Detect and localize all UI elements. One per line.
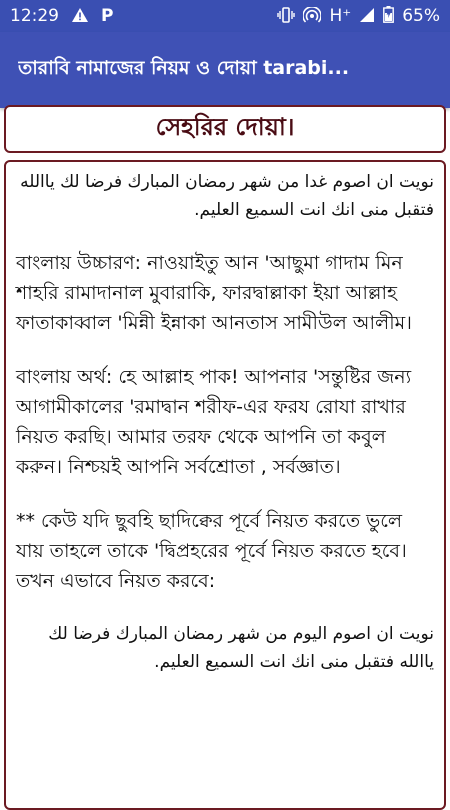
battery-percent: 65%	[402, 6, 440, 26]
paragraph-spacer	[16, 596, 434, 620]
warning-icon	[71, 7, 89, 26]
arabic-niyyah-text: نويت ان اصوم غدا من شهر رمضان المبارك فرضا لك ياالله فتقبل منى انك انت السميع العليم.	[20, 172, 434, 220]
battery-icon	[383, 6, 394, 26]
paragraph-spacer	[16, 338, 434, 362]
paragraph-spacer	[16, 482, 434, 506]
note-text: ** কেউ যদি ছুবহি ছাদিক্বের পূর্বে নিয়ত করতে ভুলে যায় তাহলে তাকে 'দ্বিপ্রহরের পূর্বে নিয়ত করতে হবে। তখন এভাবে নিয়ত করবে:	[16, 510, 407, 592]
section-header	[4, 105, 446, 153]
status-left-group	[10, 6, 113, 26]
vibrate-icon	[277, 7, 295, 26]
paragraph-spacer	[16, 224, 434, 248]
hotspot-icon	[303, 7, 321, 26]
content-panel[interactable]	[4, 160, 446, 810]
section-title: সেহরির দোয়া।	[155, 113, 295, 141]
signal-icon	[359, 7, 375, 26]
status-bar	[0, 0, 450, 32]
app-title: তারাবি নামাজের নিয়ম ও দোয়া tarabi...	[18, 57, 350, 79]
p-icon: P	[101, 6, 114, 26]
arabic-niyyah-alt-text: نويت ان اصوم اليوم من شهر رمضان المبارك فرضا لك ياالله فتقبل منى انك انت السميع العليم.	[48, 624, 434, 672]
bangla-pronunciation-text: বাংলায় উচ্চারণ: নাওয়াইতু আন 'আছুমা গাদাম মিন শাহরি রামাদানাল মুবারাকি, ফারদ্বাল্লাকা ইয়া আল্লাহ ফাতাকাব্বাল 'মিন্নী ইন্নাকা আনতাস সামীউল আলীম।	[16, 252, 412, 334]
app-bar	[0, 32, 450, 108]
status-time: 12:29	[10, 6, 59, 26]
network-type-label: H⁺	[329, 6, 352, 26]
bangla-meaning-text: বাংলায় অর্থ: হে আল্লাহ পাক! আপনার 'সন্তুষ্টির জন্য আগামীকালের 'রমাদ্বান শরীফ-এর ফরয রোযা রাখার নিয়ত করছি। আমার তরফ থেকে আপনি তা কবুল করুন। নিশ্চয়ই আপনি সর্বশ্রোতা , সর্বজ্ঞাত।	[16, 366, 412, 478]
status-right-group	[277, 6, 440, 26]
